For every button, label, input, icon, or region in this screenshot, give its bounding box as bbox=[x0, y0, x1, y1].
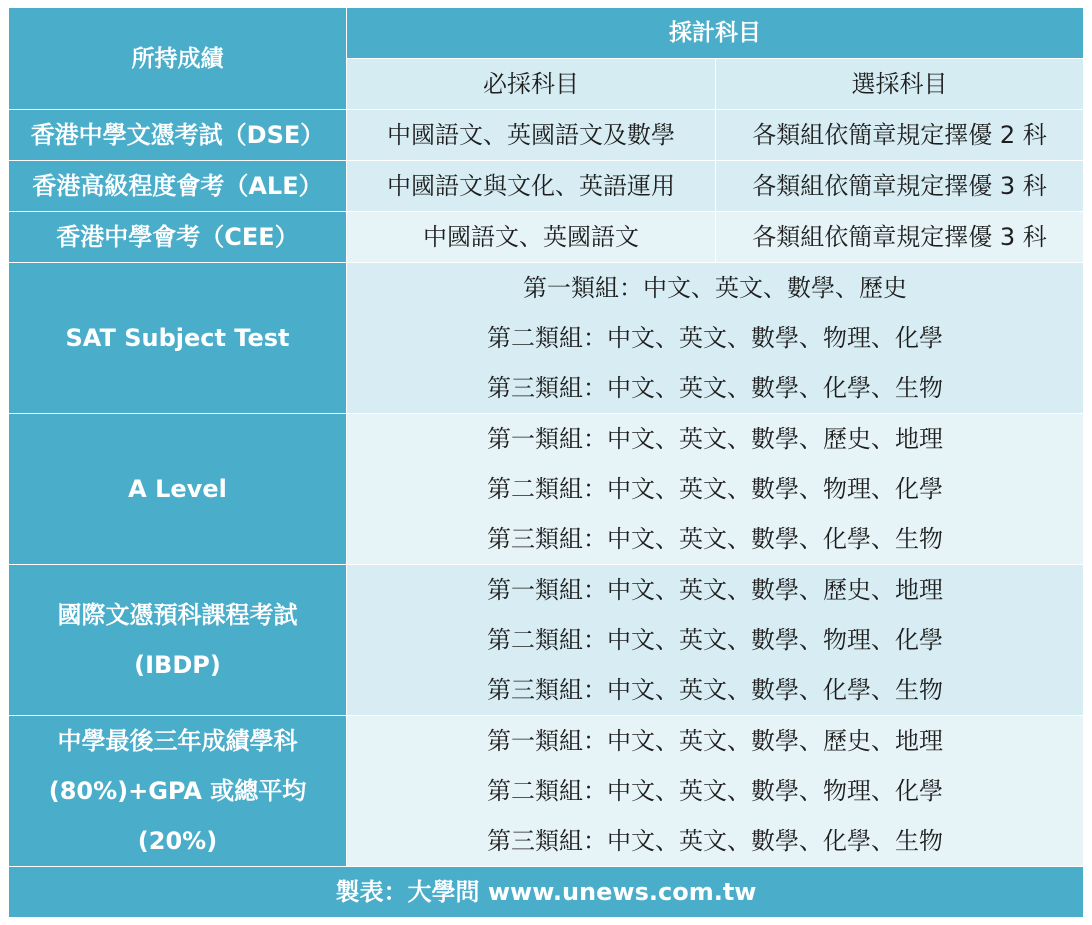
footer-row bbox=[9, 867, 1084, 918]
exam-name: 香港高級程度會考（ALE） bbox=[9, 161, 347, 212]
group-line: 第三類組：中文、英文、數學、化學、生物 bbox=[487, 374, 943, 402]
group-line: 第三類組：中文、英文、數學、化學、生物 bbox=[487, 827, 943, 855]
admission-subjects-table bbox=[8, 7, 1084, 918]
exam-name-line: (IBDP) bbox=[134, 651, 221, 679]
elective-subjects: 各類組依簡章規定擇優 2 科 bbox=[716, 110, 1084, 161]
exam-name-line: SAT Subject Test bbox=[65, 324, 290, 352]
table-row bbox=[9, 565, 1084, 716]
header-held-scores: 所持成績 bbox=[9, 8, 347, 110]
exam-name bbox=[9, 565, 347, 716]
table-row bbox=[9, 263, 1084, 414]
group-subjects bbox=[347, 716, 1084, 867]
header-elective-subjects: 選採科目 bbox=[716, 59, 1084, 110]
required-subjects: 中國語文、英國語文及數學 bbox=[347, 110, 716, 161]
exam-name bbox=[9, 263, 347, 414]
group-line: 第一類組：中文、英文、數學、歷史、地理 bbox=[487, 576, 943, 604]
header-row-1 bbox=[9, 8, 1084, 59]
exam-name: 香港中學文憑考試（DSE） bbox=[9, 110, 347, 161]
group-line: 第一類組：中文、英文、數學、歷史 bbox=[523, 274, 907, 302]
exam-name bbox=[9, 716, 347, 867]
exam-name-line: 國際文憑預科課程考試 bbox=[57, 601, 298, 629]
elective-subjects: 各類組依簡章規定擇優 3 科 bbox=[716, 212, 1084, 263]
group-line: 第二類組：中文、英文、數學、物理、化學 bbox=[487, 777, 943, 805]
group-subjects bbox=[347, 565, 1084, 716]
group-line: 第三類組：中文、英文、數學、化學、生物 bbox=[487, 525, 943, 553]
elective-subjects: 各類組依簡章規定擇優 3 科 bbox=[716, 161, 1084, 212]
exam-name bbox=[9, 414, 347, 565]
group-line: 第三類組：中文、英文、數學、化學、生物 bbox=[487, 676, 943, 704]
exam-name-line: 中學最後三年成績學科 bbox=[57, 727, 298, 755]
exam-name-line: A Level bbox=[128, 475, 227, 503]
table-row bbox=[9, 212, 1084, 263]
table-row bbox=[9, 414, 1084, 565]
group-line: 第一類組：中文、英文、數學、歷史、地理 bbox=[487, 425, 943, 453]
group-line: 第二類組：中文、英文、數學、物理、化學 bbox=[487, 626, 943, 654]
header-adopted-subjects: 採計科目 bbox=[347, 8, 1084, 59]
group-subjects bbox=[347, 263, 1084, 414]
table-row bbox=[9, 161, 1084, 212]
exam-name-line: (20%) bbox=[137, 827, 218, 855]
group-line: 第二類組：中文、英文、數學、物理、化學 bbox=[487, 475, 943, 503]
table-row bbox=[9, 716, 1084, 867]
exam-name: 香港中學會考（CEE） bbox=[9, 212, 347, 263]
admission-table-figure bbox=[8, 7, 1083, 918]
table-credit: 製表：大學問 www.unews.com.tw bbox=[9, 867, 1084, 918]
header-required-subjects: 必採科目 bbox=[347, 59, 716, 110]
group-subjects bbox=[347, 414, 1084, 565]
required-subjects: 中國語文與文化、英語運用 bbox=[347, 161, 716, 212]
required-subjects: 中國語文、英國語文 bbox=[347, 212, 716, 263]
group-line: 第一類組：中文、英文、數學、歷史、地理 bbox=[487, 727, 943, 755]
group-line: 第二類組：中文、英文、數學、物理、化學 bbox=[487, 324, 943, 352]
exam-name-line: (80%)+GPA 或總平均 bbox=[48, 777, 307, 805]
table-row bbox=[9, 110, 1084, 161]
